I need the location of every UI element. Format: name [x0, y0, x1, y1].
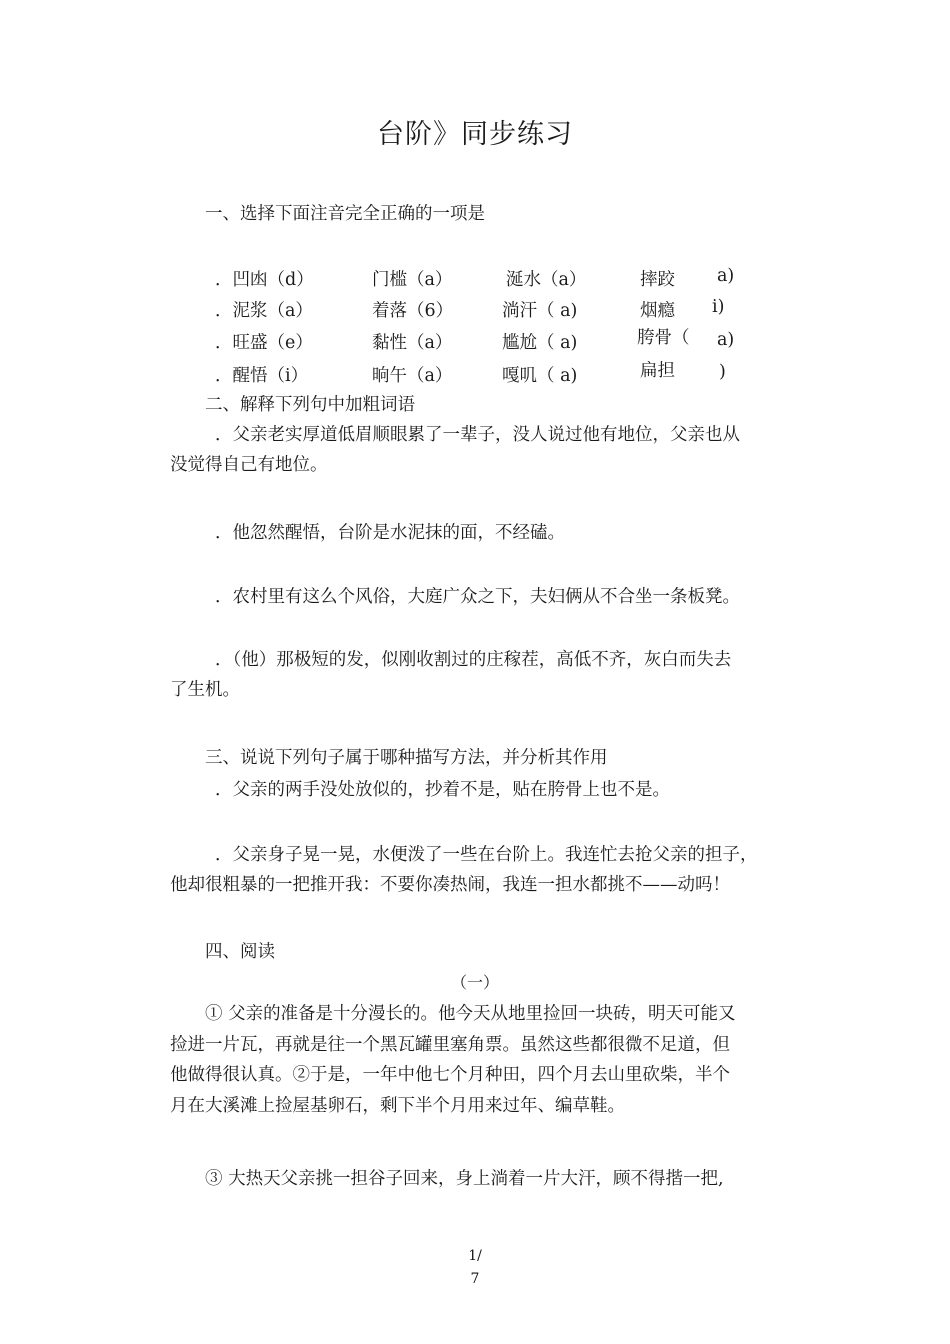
- section-2-heading: 二、解释下列句中加粗词语: [205, 395, 415, 415]
- option-cell: ．醒悟（i）: [215, 366, 309, 386]
- section-3-heading: 三、说说下列句子属于哪种描写方法，并分析其作用: [205, 748, 608, 768]
- option-cell: 黏性（a）: [372, 333, 453, 353]
- option-cell: 淌汗（ a): [502, 301, 578, 321]
- sentence-line: 他却很粗暴的一把推开我：不要你凑热闹，我连一担水都挑不——动吗！: [170, 875, 730, 895]
- sentence-line: ．父亲老实厚道低眉顺眼累了一辈子，没人说过他有地位，父亲也从: [215, 425, 740, 445]
- option-cell: ): [719, 362, 726, 382]
- option-cell: 晌午（a）: [372, 366, 453, 386]
- paragraph-line: 他做得很认真。②于是，一年中他七个月种田，四个月去山里砍柴，半个: [170, 1065, 730, 1085]
- option-cell: i): [712, 297, 725, 317]
- option-cell: 摔跤: [640, 270, 675, 290]
- question-sentence: ．他忽然醒悟，台阶是水泥抹的面，不经磕。: [215, 523, 565, 543]
- question-sentence: ．农村里有这么个风俗，大庭广众之下，夫妇俩从不合坐一条板凳。: [215, 587, 740, 607]
- question-sentence: [170, 645, 782, 705]
- option-cell: 胯骨（: [637, 328, 690, 348]
- page-title: 台阶》同步练习: [377, 119, 573, 150]
- paragraph-line: 捡进一片瓦，再就是往一个黑瓦罐里塞角票。虽然这些都很微不足道，但: [170, 1034, 730, 1055]
- section-1-heading: 一、选择下面注音完全正确的一项是: [205, 204, 485, 224]
- reading-subheading: （一）: [450, 973, 499, 992]
- paragraph-line: ① 父亲的准备是十分漫长的。他今天从地里捡回一块砖，明天可能又: [205, 1004, 736, 1024]
- option-cell: 门槛（a）: [372, 270, 453, 290]
- question-sentence: ．父亲的两手没处放似的，抄着不是，贴在胯骨上也不是。: [215, 780, 670, 800]
- paragraph-line: 月在大溪滩上捡屋基卵石，剩下半个月用来过年、编草鞋。: [170, 1095, 625, 1116]
- option-cell: a): [717, 330, 735, 350]
- option-cell: 烟瘾: [640, 301, 675, 321]
- sentence-line: ．（他）那极短的发，似刚收割过的庄稼茬，高低不齐，灰白而失去: [215, 650, 732, 670]
- reading-paragraph: [170, 999, 782, 1121]
- section-4-heading: 四、阅读: [205, 942, 275, 962]
- option-cell: 着落（6）: [372, 301, 454, 321]
- page-total: 7: [470, 1271, 480, 1287]
- option-cell: a): [717, 266, 735, 286]
- question-sentence: [170, 840, 782, 900]
- option-cell: ．旺盛（e）: [215, 333, 313, 353]
- option-cell: 扁担: [640, 361, 675, 381]
- option-cell: 涎水（a）: [506, 270, 587, 290]
- option-cell: 尴尬（ a): [502, 333, 578, 353]
- page-number: 1/: [468, 1248, 482, 1264]
- sentence-line: ．父亲身子晃一晃，水便泼了一些在台阶上。我连忙去抢父亲的担子，: [215, 845, 758, 865]
- sentence-line: 没觉得自己有地位。: [170, 455, 328, 475]
- option-cell: ．泥浆（a）: [215, 301, 313, 321]
- option-cell: ．凹凼（d）: [215, 270, 314, 290]
- sentence-line: 了生机。: [170, 680, 240, 700]
- reading-paragraph: ③ 大热天父亲挑一担谷子回来，身上淌着一片大汗，顾不得揩一把,: [205, 1169, 724, 1189]
- option-cell: 嘎叽（ a): [502, 366, 578, 386]
- question-sentence: [170, 420, 782, 480]
